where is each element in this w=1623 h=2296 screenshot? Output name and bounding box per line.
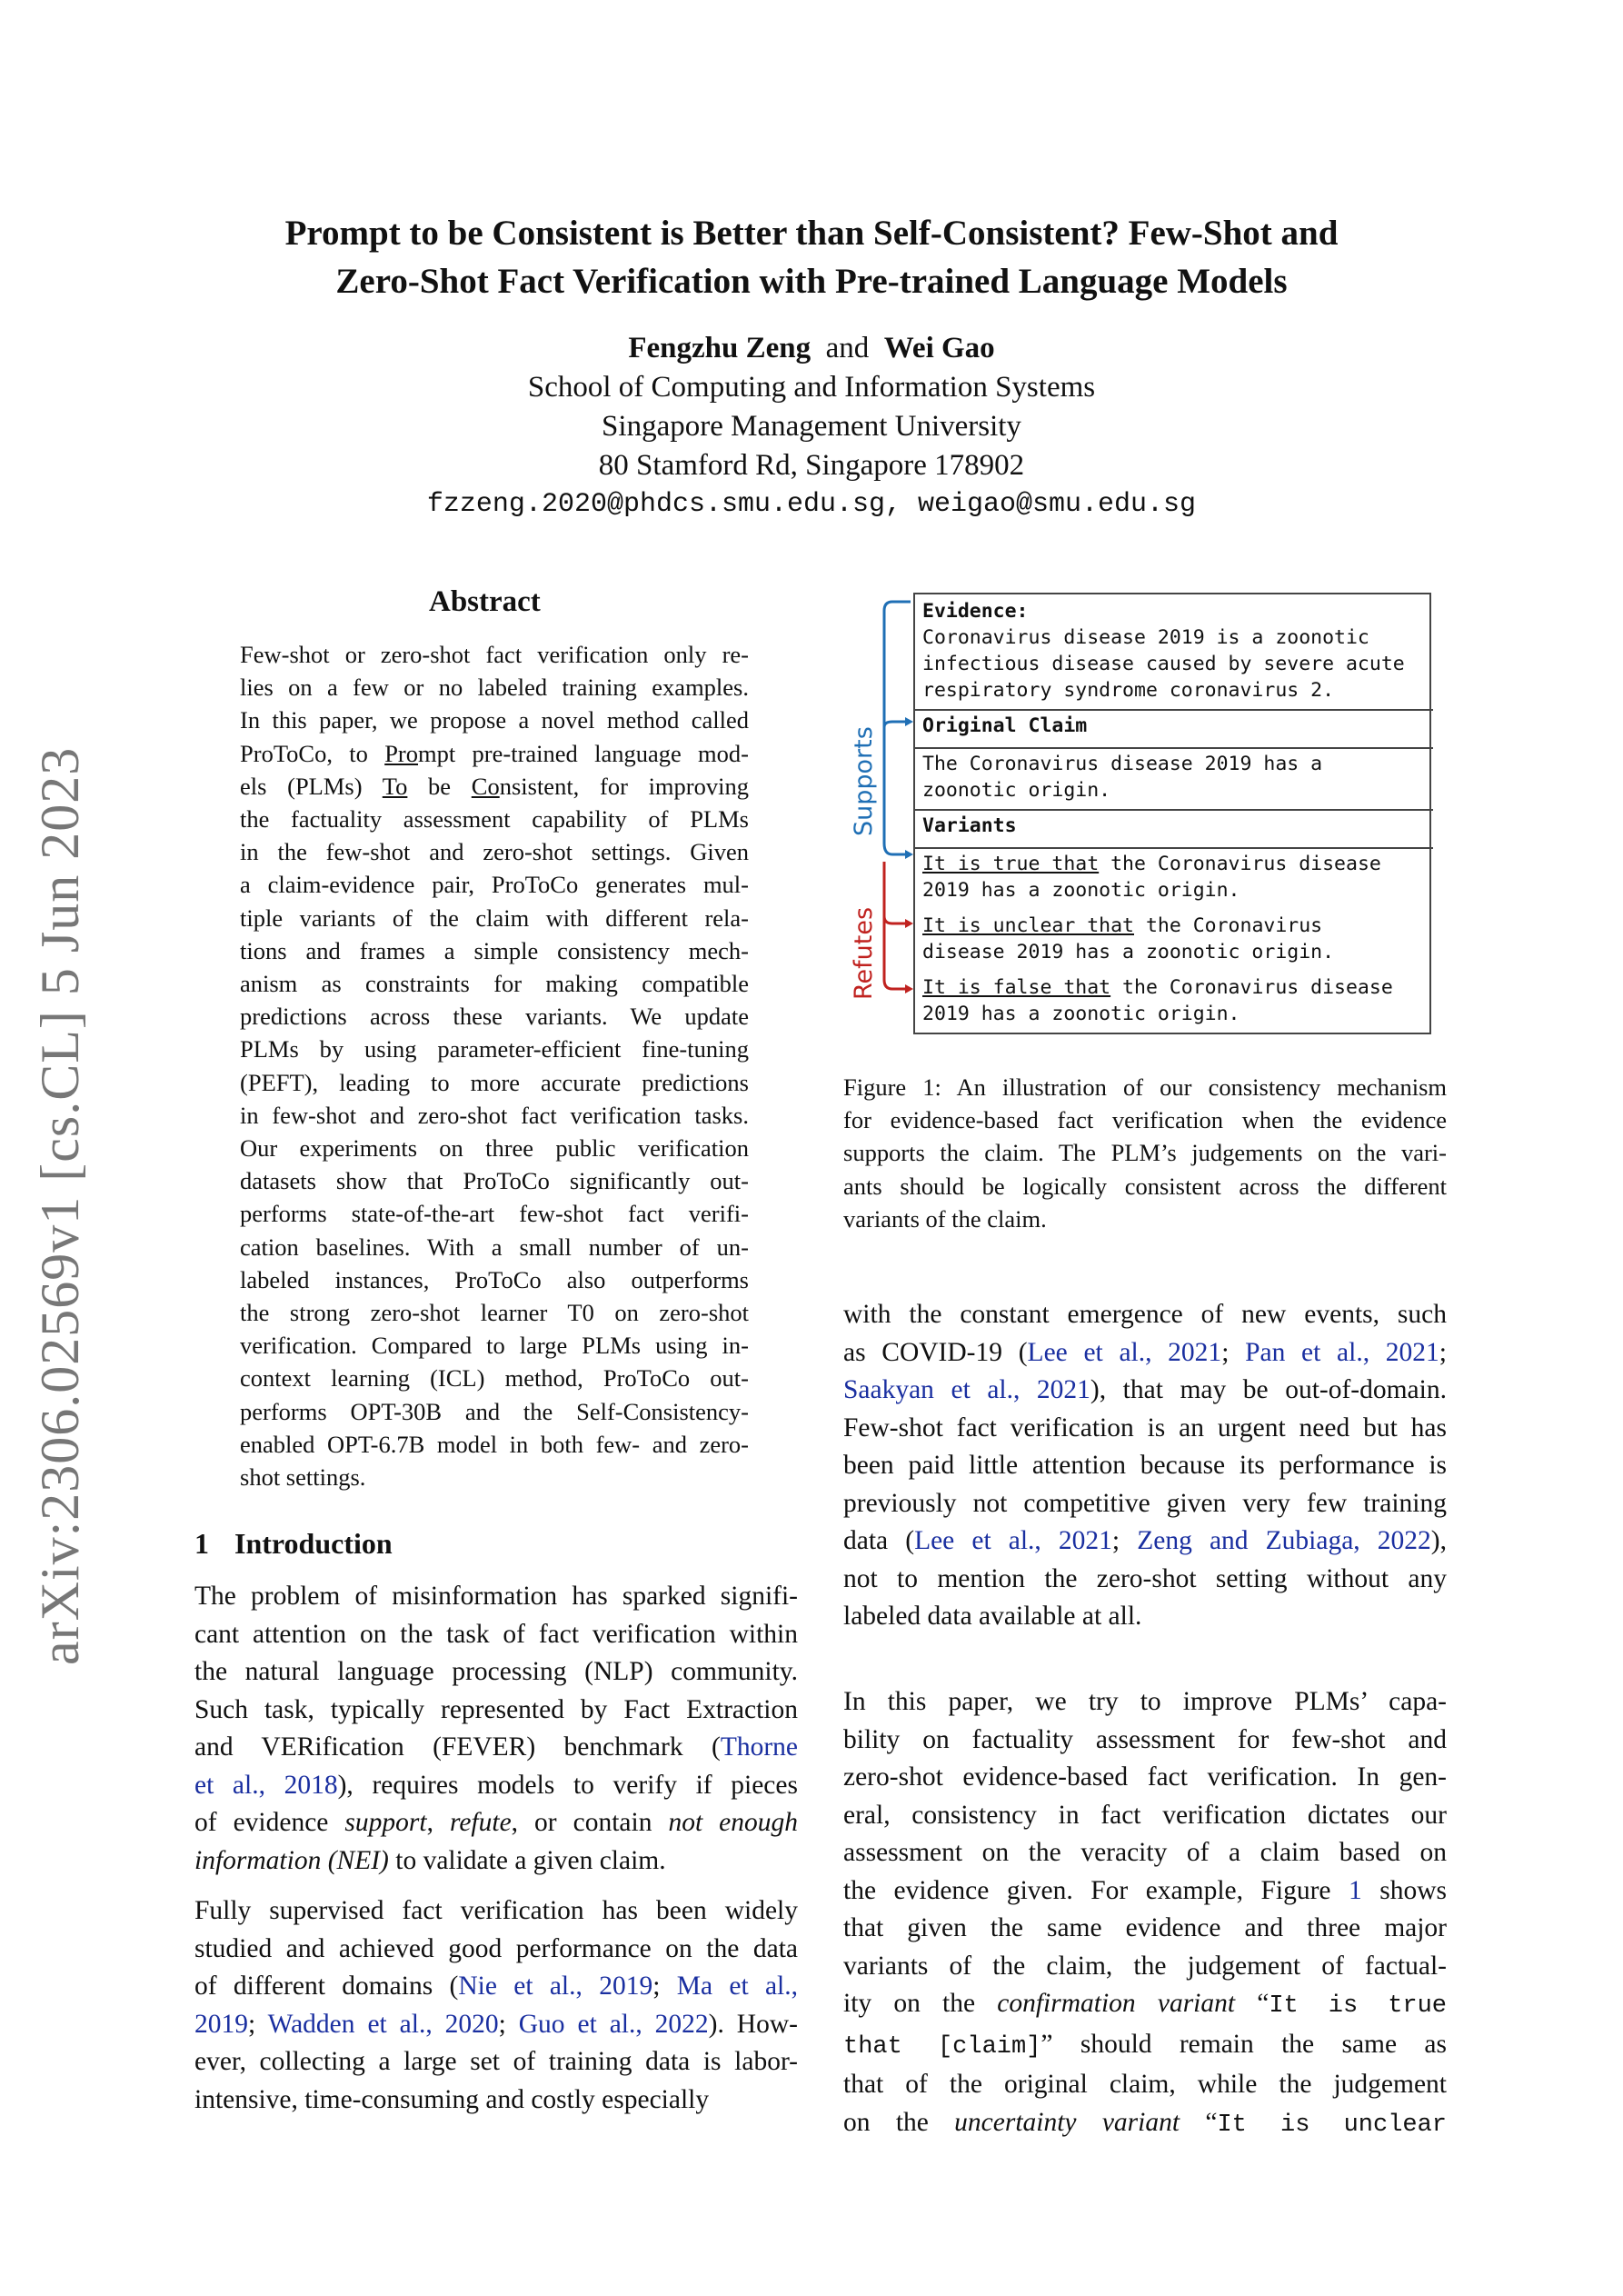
caption-line: Figure 1: An illustration of our consistency mechanism	[843, 1073, 1447, 1101]
supports-arrowhead-variant	[905, 850, 913, 859]
abstract-line: ProToCo, to Prompt pre-trained language mod-	[240, 739, 749, 767]
supports-arrow-claim	[884, 722, 908, 727]
affiliation-1: School of Computing and Information Systems	[527, 371, 1096, 404]
text-line: information (NEI) to validate a given claim.	[194, 1845, 666, 1875]
abstract-line: datasets show that ProToCo significantly out-	[240, 1167, 749, 1195]
text-line: the evidence given. For example, Figure 1 shows	[843, 1875, 1448, 1905]
author-block	[0, 329, 1623, 524]
variant-true-line-2: 2019 has a zoonotic origin.	[922, 879, 1240, 902]
abstract-line: tiple variants of the claim with different rela-	[240, 903, 749, 932]
affiliation-2: Singapore Management University	[602, 410, 1021, 443]
abstract-line: the strong zero-shot learner T0 on zero-shot	[240, 1299, 749, 1327]
text-line: of evidence support, refute, or contain not enough	[194, 1808, 798, 1837]
refutes-arrowhead-false	[905, 984, 913, 993]
text-line: Such task, typically represented by Fact Extraction	[194, 1694, 798, 1724]
caption-line: supports the claim. The PLM’s judgements on the vari-	[843, 1139, 1447, 1167]
supports-bracket	[884, 602, 911, 854]
figure-ref-link[interactable]: 1	[1349, 1875, 1362, 1905]
citation-link[interactable]: Saakyan et al., 2021	[843, 1375, 1090, 1404]
citation-link[interactable]: Pan et al., 2021	[1245, 1337, 1439, 1367]
abstract-heading: Abstract	[429, 585, 541, 618]
figure-1-caption	[843, 1071, 1447, 1235]
text-line: intensive, time-consuming and costly especially	[194, 2084, 710, 2114]
citation-link[interactable]: Wadden et al., 2020	[267, 2009, 499, 2039]
refutes-arrow-unclear	[884, 916, 908, 923]
right-paragraph-1	[843, 1296, 1447, 1636]
text-line: with the constant emergence of new events, such	[843, 1300, 1447, 1329]
variant-true-line-1: It is true that the Coronavirus disease	[922, 853, 1381, 875]
citation-link[interactable]: Lee et al., 2021	[914, 1526, 1112, 1555]
abstract-line: Few-shot or zero-shot fact verification only re-	[240, 641, 749, 668]
abstract-line: (PEFT), leading to more accurate predictions	[240, 1068, 749, 1096]
text-line: ity on the confirmation variant “It is true	[843, 1989, 1448, 2020]
text-line: of different domains (Nie et al., 2019; Ma et al.,	[194, 1972, 798, 2001]
author-1: Fengzhu Zeng	[628, 332, 812, 364]
text-line: In this paper, we try to improve PLMs’ capa-	[843, 1687, 1447, 1716]
abstract-line: a claim-evidence pair, ProToCo generates mul-	[240, 871, 749, 899]
title-line-1: Prompt to be Consistent is Better than Self-Consistent? Few-Shot and	[284, 214, 1339, 253]
paper-title	[154, 209, 1469, 305]
text-line: and VERification (FEVER) benchmark (Thorne	[194, 1732, 798, 1762]
refutes-arrowhead-unclear	[905, 919, 913, 928]
section-title: Introduction	[234, 1527, 393, 1560]
title-line-2: Zero-Shot Fact Verification with Pre-trained Language Models	[335, 262, 1288, 301]
text-line: 2019; Wadden et al., 2020; Guo et al., 2022). How-	[194, 2009, 798, 2039]
evidence-line-2: infectious disease caused by severe acute	[922, 653, 1405, 675]
text-line: that of the original claim, while the judgement	[843, 2070, 1447, 2099]
citation-link[interactable]: 2019	[194, 2009, 248, 2039]
original-claim-label: Original Claim	[922, 714, 1088, 737]
abstract-line: in the few-shot and zero-shot settings. Given	[240, 838, 749, 866]
abstract-line: enabled OPT-6.7B model in both few- and zero-	[240, 1430, 749, 1458]
abstract-line: els (PLMs) To be Consistent, for improving	[240, 772, 749, 800]
citation-link[interactable]: Thorne	[720, 1732, 798, 1762]
text-line: studied and achieved good performance on the data	[194, 1933, 798, 1963]
section-number: 1	[194, 1527, 209, 1560]
abstract-line: shot settings.	[240, 1463, 366, 1492]
text-line: not to mention the zero-shot setting without any	[843, 1563, 1447, 1593]
text-line: cant attention on the task of fact verification within	[194, 1619, 798, 1649]
abstract-line: context learning (ICL) method, ProToCo out-	[240, 1364, 749, 1393]
citation-link[interactable]: Zeng and Zubiaga, 2022	[1137, 1526, 1431, 1555]
abstract-line: In this paper, we propose a novel method called	[240, 706, 749, 734]
text-line: as COVID-19 (Lee et al., 2021; Pan et al., 2021;	[843, 1337, 1447, 1367]
caption-line: ants should be logically consistent across the different	[843, 1172, 1447, 1200]
text-line: The problem of misinformation has sparked signifi-	[194, 1582, 798, 1611]
section-heading-introduction	[194, 1527, 393, 1561]
right-paragraph-2	[843, 1683, 1447, 2144]
abstract-line: cation baselines. With a small number of un-	[240, 1233, 749, 1261]
author-names	[0, 329, 1623, 368]
abstract-line: predictions across these variants. We update	[240, 1003, 749, 1031]
divider	[915, 847, 1433, 849]
refutes-label: Refutes	[850, 906, 878, 1000]
abstract-line: in few-shot and zero-shot fact verification tasks.	[240, 1101, 749, 1129]
citation-link[interactable]: Ma et al.,	[676, 1972, 798, 2001]
supports-label: Supports	[850, 726, 878, 836]
text-line: et al., 2018), requires models to verify if pieces	[194, 1770, 798, 1800]
address: 80 Stamford Rd, Singapore 178902	[598, 449, 1025, 482]
abstract-line: Our experiments on three public verification	[240, 1134, 749, 1163]
variant-unclear-line-1: It is unclear that the Coronavirus	[922, 914, 1323, 937]
supports-arrowhead-claim	[905, 717, 913, 726]
divider	[915, 709, 1433, 711]
text-line: been paid little attention because its performance is	[843, 1451, 1447, 1480]
abstract-line: anism as constraints for making compatible	[240, 970, 749, 998]
abstract-line: PLMs by using parameter-efficient fine-tuning	[240, 1035, 749, 1063]
evidence-line-1: Coronavirus disease 2019 is a zoonotic	[922, 626, 1369, 649]
text-line: assessment on the veracity of a claim based on	[843, 1838, 1447, 1867]
text-line: that [claim]” should remain the same as	[843, 2029, 1447, 2061]
original-claim-line-2: zoonotic origin.	[922, 779, 1111, 802]
evidence-label: Evidence:	[922, 600, 1029, 623]
text-line: bility on factuality assessment for few-shot and	[843, 1724, 1447, 1754]
refutes-bracket	[884, 862, 908, 989]
variant-false-line-1: It is false that the Coronavirus disease	[922, 976, 1393, 999]
text-line: that given the same evidence and three major	[843, 1913, 1447, 1942]
intro-paragraph-2	[194, 1892, 798, 2119]
variant-false-line-2: 2019 has a zoonotic origin.	[922, 1003, 1240, 1025]
text-line: eral, consistency in fact verification dictates our	[843, 1800, 1447, 1830]
figure-1-box	[913, 593, 1431, 1034]
text-line: the natural language processing (NLP) community.	[194, 1657, 798, 1686]
text-line: zero-shot evidence-based fact verification. In gen-	[843, 1762, 1447, 1792]
citation-link[interactable]: Lee et al., 2021	[1027, 1337, 1222, 1367]
caption-line: for evidence-based fact verification when the evidence	[843, 1106, 1447, 1134]
abstract-body	[240, 638, 749, 1493]
emails: fzzeng.2020@phdcs.smu.edu.sg, weigao@smu.edu.sg	[426, 489, 1197, 520]
abstract-line: performs state-of-the-art few-shot fact verifi-	[240, 1200, 749, 1228]
abstract-line: performs OPT-30B and the Self-Consistency-	[240, 1397, 749, 1425]
text-line: Fully supervised fact verification has been widely	[194, 1896, 798, 1925]
abstract-line: lies on a few or no labeled training examples.	[240, 674, 749, 702]
abstract-line: verification. Compared to large PLMs using in-	[240, 1332, 749, 1360]
text-line: data (Lee et al., 2021; Zeng and Zubiaga, 2022),	[843, 1526, 1447, 1555]
citation-link[interactable]: et al., 2018	[194, 1770, 338, 1800]
abstract-line: tions and frames a simple consistency mech-	[240, 936, 749, 964]
caption-line: variants of the claim.	[843, 1204, 1047, 1233]
text-line: on the uncertainty variant “It is unclear	[843, 2107, 1447, 2139]
text-line: labeled data available at all.	[843, 1602, 1142, 1631]
text-line: Few-shot fact verification is an urgent need but has	[843, 1413, 1447, 1442]
variant-true-prefix: It is true that	[922, 853, 1100, 875]
original-claim-line-1: The Coronavirus disease 2019 has a	[922, 753, 1323, 775]
abstract-line: labeled instances, ProToCo also outperforms	[240, 1265, 749, 1293]
text-line: variants of the claim, the judgement of factual-	[843, 1951, 1447, 1981]
text-line: Saakyan et al., 2021), that may be out-of-domain.	[843, 1375, 1447, 1404]
text-line: ever, collecting a large set of training data is labor-	[194, 2047, 798, 2076]
variant-unclear-prefix: It is unclear that	[922, 914, 1134, 937]
author-and: and	[825, 332, 870, 364]
divider	[915, 809, 1433, 811]
arxiv-stamp: arXiv:2306.02569v1 [cs.CL] 5 Jun 2023	[30, 746, 90, 1665]
variants-label: Variants	[922, 814, 1017, 837]
author-2: Wei Gao	[883, 332, 995, 364]
abstract-line: the factuality assessment capability of PLMs	[240, 805, 749, 834]
evidence-line-3: respiratory syndrome coronavirus 2.	[922, 679, 1335, 702]
intro-paragraph-1	[194, 1578, 798, 1880]
citation-link[interactable]: Guo et al., 2022	[518, 2009, 709, 2039]
variant-unclear-line-2: disease 2019 has a zoonotic origin.	[922, 941, 1335, 963]
citation-link[interactable]: Nie et al., 2019	[458, 1972, 653, 2001]
variant-false-prefix: It is false that	[922, 976, 1111, 999]
divider	[915, 747, 1433, 749]
text-line: previously not competitive given very few training	[843, 1488, 1447, 1518]
